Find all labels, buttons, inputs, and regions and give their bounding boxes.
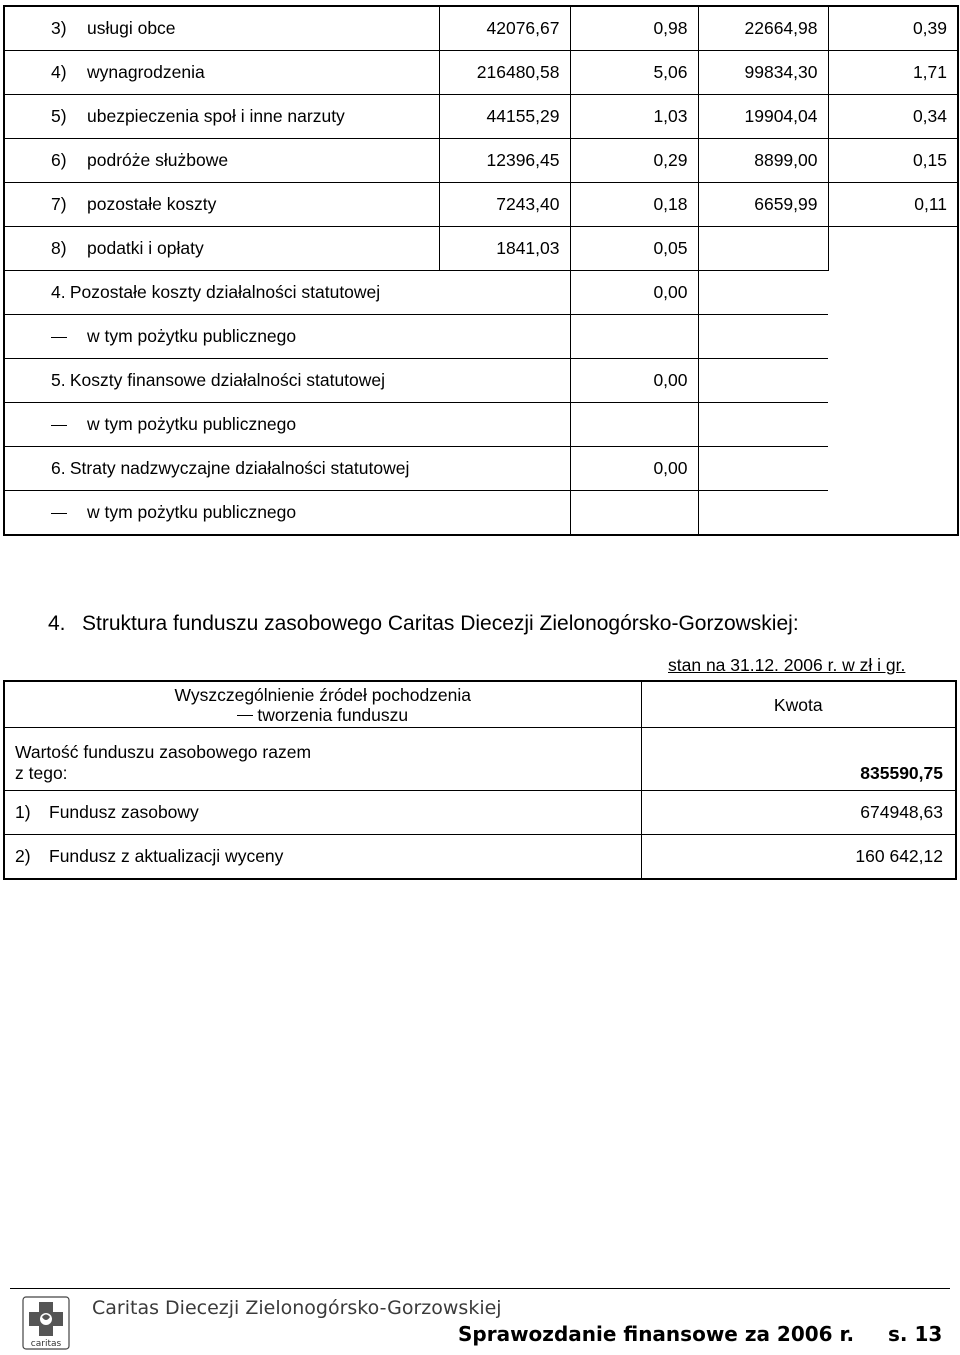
date-note: stan na 31.12. 2006 r. w zł i gr. (668, 655, 906, 675)
cell-value: 19904,04 (698, 95, 828, 139)
total-sublabel: z tego: (15, 763, 68, 783)
table-row (4, 791, 956, 835)
dash-mark (51, 425, 67, 426)
cell-value (698, 227, 828, 271)
cell-value: 0,34 (828, 95, 958, 139)
cell-value: 0,11 (828, 183, 958, 227)
organization-name: Caritas Diecezji Zielonogórsko-Gorzowskiej (92, 1297, 502, 1319)
cell-value: 99834,30 (698, 51, 828, 95)
section-number: 6. (51, 458, 66, 478)
cell-value (828, 227, 958, 271)
row-number: 8) (51, 238, 67, 258)
sub-row (4, 403, 958, 447)
row-number: 5) (51, 106, 67, 126)
table-row (4, 95, 958, 139)
footer-divider (10, 1288, 950, 1289)
total-value: 835590,75 (641, 728, 956, 791)
row-label: podróże służbowe (87, 150, 229, 170)
column-header-source (4, 681, 641, 728)
costs-table (3, 5, 959, 536)
table-row (4, 139, 958, 183)
cell-value: 0,00 (570, 447, 698, 491)
section-label: Pozostałe koszty działalności statutowej (69, 282, 381, 302)
row-label: wynagrodzenia (87, 62, 205, 82)
section-row (4, 447, 958, 491)
header-line: tworzenia funduszu (257, 704, 409, 725)
fund-table (3, 680, 957, 880)
table-header-row (4, 681, 956, 728)
cell-value: 44155,29 (439, 95, 570, 139)
cell-value: 0,29 (570, 139, 698, 183)
cell-value: 1,71 (828, 51, 958, 95)
cell-value: 0,00 (570, 271, 698, 315)
dash-mark (51, 337, 67, 338)
row-number: 1) (15, 802, 31, 822)
total-label: Wartość funduszu zasobowego razem (15, 742, 312, 762)
sub-label: w tym pożytku publicznego (87, 414, 297, 434)
section-heading-number: 4. (48, 612, 66, 635)
row-value: 674948,63 (641, 791, 956, 835)
cell-value: 0,39 (912, 18, 947, 38)
row-label: pozostałe koszty (87, 194, 217, 214)
column-header-amount: Kwota (641, 681, 956, 728)
table-row (4, 227, 958, 271)
cell-value: 42076,67 (439, 6, 570, 51)
row-label: Fundusz zasobowy (49, 802, 199, 822)
cell-value: 216480,58 (439, 51, 570, 95)
cell-value: 0,98 (570, 6, 698, 51)
dash-mark (237, 715, 253, 716)
cell-value: 12396,45 (439, 139, 570, 183)
row-number: 3) (51, 18, 67, 38)
row-number: 2) (15, 846, 31, 866)
sub-row (4, 315, 958, 359)
table-row (4, 183, 958, 227)
section-heading-title: Struktura funduszu zasobowego Caritas Diecezji Zielonogórsko-Gorzowskiej: (82, 612, 799, 635)
section-label: Koszty finansowe działalności statutowej (69, 370, 386, 390)
row-number: 6) (51, 150, 67, 170)
sub-row (4, 491, 958, 536)
dash-mark (51, 513, 67, 514)
row-label: usługi obce (87, 18, 176, 38)
header-line: Wyszczególnienie źródeł pochodzenia (174, 684, 472, 705)
row-label: Fundusz z aktualizacji wyceny (49, 846, 284, 866)
cell-value: 6659,99 (698, 183, 828, 227)
row-number: 7) (51, 194, 67, 214)
report-title: Sprawozdanie finansowe za 2006 r. (458, 1322, 855, 1346)
cell-value: 1841,03 (439, 227, 570, 271)
sub-label: w tym pożytku publicznego (87, 326, 297, 346)
row-value: 160 642,12 (641, 835, 956, 880)
cell-value: 0,15 (828, 139, 958, 183)
section-heading (48, 612, 799, 636)
cell-value: 8899,00 (698, 139, 828, 183)
cell-value: 5,06 (570, 51, 698, 95)
section-number: 5. (51, 370, 66, 390)
section-row (4, 359, 958, 403)
section-row (4, 271, 958, 315)
cell-value: 1,03 (570, 95, 698, 139)
cell-value: 22664,98 (698, 6, 828, 51)
table-row (4, 51, 958, 95)
page-number: s. 13 (888, 1322, 943, 1346)
section-number: 4. (51, 282, 66, 302)
cell-value: 0,18 (570, 183, 698, 227)
sub-label: w tym pożytku publicznego (87, 502, 297, 522)
cell-value: 7243,40 (439, 183, 570, 227)
table-row (4, 835, 956, 880)
row-label: podatki i opłaty (87, 238, 204, 258)
cell-value: 0,05 (570, 227, 698, 271)
total-row (4, 728, 956, 791)
row-label: ubezpieczenia społ i inne narzuty (87, 106, 345, 126)
cell-value: 0,00 (570, 359, 698, 403)
caritas-logo-icon (22, 1296, 70, 1350)
logo-text: caritas (30, 1339, 62, 1349)
table-row (4, 6, 958, 51)
row-number: 4) (51, 62, 67, 82)
section-label: Straty nadzwyczajne działalności statutowej (69, 458, 410, 478)
